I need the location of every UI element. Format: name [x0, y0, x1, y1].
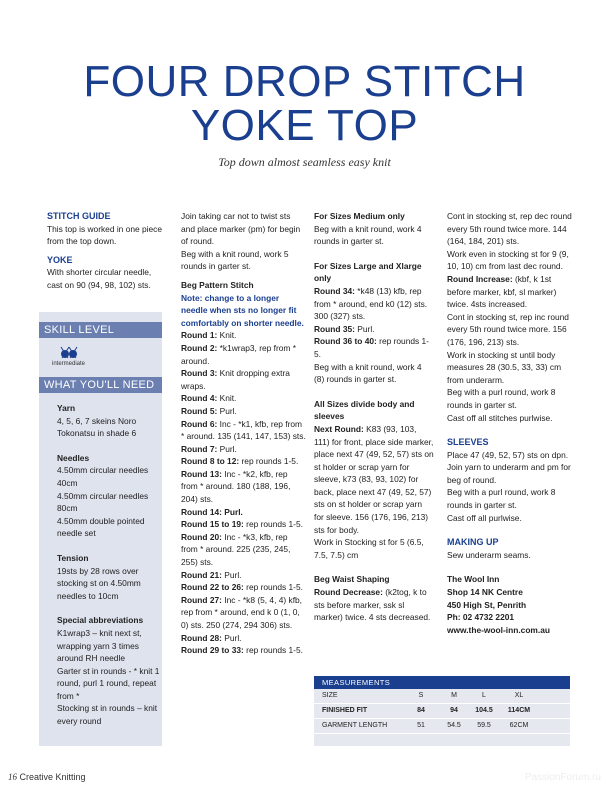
stitch-guide-heading: STITCH GUIDE — [47, 211, 111, 221]
pattern-stitch-heading: Beg Pattern Stitch — [181, 279, 254, 290]
abbreviation-item: Garter st in rounds - * knit 1 round, purl 1 round, repeat from * — [57, 665, 160, 701]
skill-level-bar: SKILL LEVEL — [39, 322, 162, 338]
requirements-list — [57, 402, 162, 728]
next-round: Next Round: K83 (93, 103, 111) for front, place side marker, place next 47 (49, 52, 57) sts on st holder or scrap yarn for sleeve, k73 (83, 93, 102) for back, place next 47 (49, 52, 57) sts on st holder or scrap yarn for sleeve. 156 (176, 196, 213) sts for body. — [314, 423, 434, 535]
table-cell: S — [418, 692, 424, 699]
medium-sizes-heading: For Sizes Medium only — [314, 211, 405, 221]
round-3: Round 3: Knit dropping extra wraps. — [181, 368, 290, 391]
shop-address: 450 High St, Penrith — [447, 599, 527, 610]
yarn-text: 4, 5, 6, 7 skeins Noro Tokonatsu in shade 6 — [57, 415, 137, 439]
title-line-2: YOKE TOP — [190, 101, 419, 150]
paragraph: Beg with a knit round, work 4 rounds in garter st. — [314, 223, 422, 247]
making-up-heading: MAKING UP — [447, 537, 499, 548]
round-2: Round 2: *k1wrap3, rep from * around. — [181, 342, 296, 366]
table-header: MEASUREMENTS — [314, 676, 570, 689]
column-4 — [447, 210, 572, 636]
paragraph: Cast off all purlwise. — [447, 512, 522, 523]
table-row — [314, 704, 570, 719]
paragraph: Join taking car not to twist sts and place marker (pm) for begin of round. — [181, 211, 301, 247]
tension-text: 19sts by 28 rows over stocking st on 4.50mm needles to 10cm — [57, 565, 141, 601]
knitting-needles-icon — [58, 345, 80, 359]
yoke-heading: YOKE — [47, 254, 73, 265]
paragraph: Work in stocking st until body measures 28 (30.5, 33, 33) cm from underarm. — [447, 349, 562, 385]
abbreviations-heading: Special abbreviations — [57, 615, 144, 626]
shop-name: The Wool Inn — [447, 574, 500, 585]
paragraph: Cont in stocking st, rep dec round every 5th round twice more. 144 (164, 184, 201) sts. — [447, 211, 572, 247]
round-36-40: Round 36 to 40: rep rounds 1-5. — [314, 336, 429, 359]
round-21: Round 21: Purl. — [181, 569, 242, 580]
round-6: Round 6: Inc - *k1, kfb, rep from * around. 135 (141, 147, 153) sts. — [181, 418, 306, 442]
round-13: Round 13: Inc - *k2, kfb, rep from * around. 180 (188, 196, 204) sts. — [181, 468, 291, 505]
measurements-table — [314, 676, 570, 747]
paragraph: Beg with a knit round, work 5 rounds in garter st. — [181, 248, 289, 272]
page-number: 16 — [8, 772, 17, 782]
paragraph: Sew underarm seams. — [447, 549, 531, 560]
table-cell: 84 — [417, 707, 425, 714]
paragraph: Work in Stocking st for 5 (6.5, 7.5, 7.5) cm — [314, 537, 424, 560]
table-cell: XL — [514, 692, 524, 699]
sleeves-heading: SLEEVES — [447, 437, 489, 448]
page-footer — [8, 772, 86, 782]
table-row-empty — [314, 734, 570, 747]
round-4: Round 4: Knit. — [181, 393, 237, 404]
table-cell: 114CM — [507, 707, 531, 714]
table-row — [314, 719, 570, 734]
needles-heading: Needles — [57, 452, 90, 463]
what-you-need-bar: WHAT YOU'LL NEED — [39, 377, 162, 393]
round-15-19: Round 15 to 19: rep rounds 1-5. — [181, 519, 303, 530]
round-20: Round 20: Inc - *k3, kfb, rep from * around. 225 (235, 245, 255) sts. — [181, 531, 291, 568]
abbreviation-item: K1wrap3 – knit next st, wrapping yarn 3 times around RH needle — [57, 627, 142, 664]
magazine-name: Creative Knitting — [19, 772, 86, 782]
round-8-12: Round 8 to 12: rep rounds 1-5. — [181, 456, 299, 467]
column-2 — [181, 210, 306, 657]
round-29-33: Round 29 to 33: rep rounds 1-5. — [181, 645, 303, 656]
round-22-26: Round 22 to 26: rep rounds 1-5. — [181, 582, 303, 593]
paragraph: Cast off all stitches purlwise. — [447, 412, 553, 423]
table-cell: FINISHED FIT — [322, 707, 368, 714]
yarn-heading: Yarn — [57, 403, 76, 413]
column-1 — [47, 210, 167, 292]
waist-shaping-heading: Beg Waist Shaping — [314, 574, 390, 585]
stitch-guide-text: This top is worked in one piece from the top down. — [47, 223, 162, 247]
round-5: Round 5: Purl. — [181, 405, 237, 416]
table-cell: 59.5 — [477, 722, 491, 729]
yoke-text: With shorter circular needle, cast on 90 (94, 98, 102) sts. — [47, 267, 152, 290]
round-14: Round 14: Purl. — [181, 506, 243, 517]
round-1: Round 1: Knit. — [181, 330, 237, 341]
paragraph: Beg with a purl round, work 8 rounds in garter st. — [447, 387, 556, 410]
column-3 — [314, 210, 434, 624]
table-cell: M — [451, 692, 457, 699]
tension-heading: Tension — [57, 552, 89, 563]
large-sizes-heading: For Sizes Large and Xlarge only — [314, 260, 422, 284]
paragraph: Beg with a knit round, work 4 (8) rounds in garter st. — [314, 361, 422, 385]
table-cell: 54.5 — [447, 722, 461, 729]
table-cell: GARMENT LENGTH — [322, 722, 388, 729]
table-cell: 104.5 — [475, 707, 493, 714]
table-cell: 94 — [450, 707, 458, 714]
needles-item: 4.50mm circular needles 40cm — [57, 465, 149, 488]
round-34: Round 34: *k48 (13) kfb, rep from * around, end k0 (12) sts. 300 (327) sts. — [314, 285, 428, 322]
shop-phone: Ph: 02 4732 2201 — [447, 612, 515, 623]
title-line-1: FOUR DROP STITCH — [83, 57, 526, 106]
paragraph: Place 47 (49, 52, 57) sts on dpn. Join yarn to underarm and pm for beg of round. — [447, 449, 571, 485]
round-increase: Round Increase: (kbf, k 1st before marker, kbf, sl marker) twice. 4sts increased. — [447, 273, 557, 310]
shop-website[interactable]: www.the-wool-inn.com.au — [447, 624, 550, 635]
note-text: Note: change to a longer needle when sts no longer fit comfortably on shorter needle. — [181, 292, 304, 328]
round-27: Round 27: Inc - *k8 (5, 4, 4) kfb, rep from * around, end k 0 (1, 0, 0) sts. 250 (274, 294 306) sts. — [181, 594, 303, 630]
table-cell: SIZE — [322, 692, 338, 699]
round-7: Round 7: Purl. — [181, 443, 237, 454]
divide-heading: All Sizes divide body and sleeves — [314, 398, 415, 422]
page-title — [0, 57, 609, 150]
needles-item: 4.50mm double pointed needle set — [57, 515, 145, 539]
shop-address: Shop 14 NK Centre — [447, 587, 523, 598]
watermark: PassionForum.ru — [524, 772, 601, 783]
paragraph: Cont in stocking st, rep inc round every 5th round twice more. 156 (176, 196, 213) sts. — [447, 311, 569, 347]
round-decrease: Round Decrease: (k2tog, k to sts before marker, ssk sl marker) twice. 4 sts decreased. — [314, 587, 431, 623]
skill-level-value: intermediate — [52, 361, 86, 367]
paragraph: Beg with a purl round, work 8 rounds in garter st. — [447, 487, 556, 511]
table-cell: 62CM — [509, 722, 529, 729]
round-28: Round 28: Purl. — [181, 632, 242, 643]
round-35: Round 35: Purl. — [314, 323, 375, 334]
paragraph: Work even in stocking st for 9 (9, 10, 10) cm from last dec round. — [447, 248, 569, 272]
table-cell: L — [482, 692, 486, 699]
needles-item: 4.50mm circular needles 80cm — [57, 490, 149, 514]
table-cell: 51 — [417, 722, 425, 729]
abbreviation-item: Stocking st in rounds – knit every round — [57, 703, 158, 727]
subtitle: Top down almost seamless easy knit — [218, 155, 391, 169]
table-row — [314, 689, 570, 704]
